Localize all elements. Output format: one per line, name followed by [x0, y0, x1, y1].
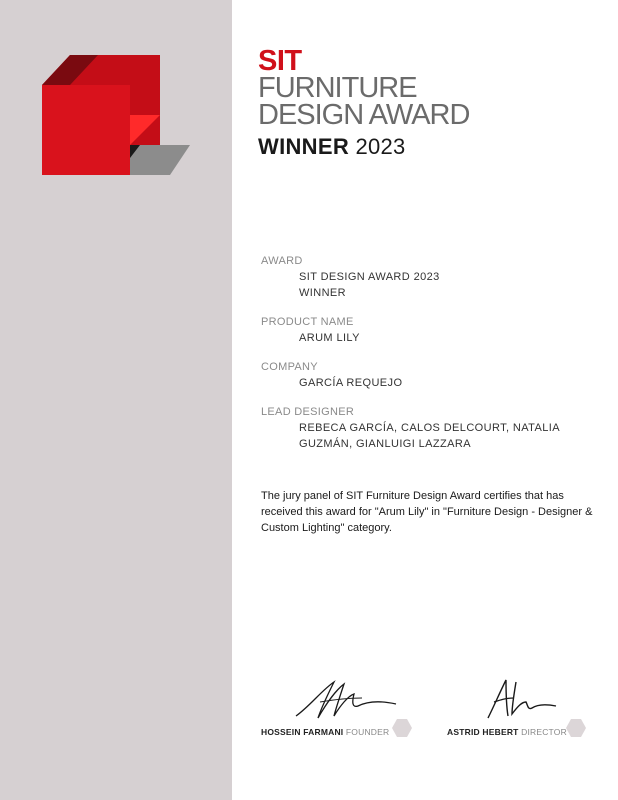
field-product-name [261, 315, 591, 346]
signatory-name: ASTRID HEBERT [447, 727, 519, 737]
signatory-role: FOUNDER [345, 727, 390, 737]
hexagon-seal-icon [566, 718, 586, 738]
field-label: PRODUCT NAME [261, 316, 354, 328]
signatory-name: HOSSEIN FARMANI [261, 727, 344, 737]
award-details [261, 254, 591, 466]
title-line-1: FURNITURE [258, 72, 417, 104]
founder-signatory [261, 727, 389, 737]
founder-signature [292, 676, 402, 722]
director-signature [484, 676, 560, 722]
title-line-2: DESIGN AWARD [258, 99, 470, 131]
field-value: GUZMÁN, GIANLUIGI LAZZARA [299, 438, 471, 450]
field-label: COMPANY [261, 361, 318, 373]
title-block [258, 45, 470, 159]
field-label: LEAD DESIGNER [261, 406, 355, 418]
jury-statement: The jury panel of SIT Furniture Design Award certifies that has received this award for "Arum Lily" in "Furniture Design - Designer & Custom Lighting" category. [261, 490, 593, 534]
brand-name: SIT [258, 45, 302, 77]
award-year: 2023 [355, 134, 406, 159]
signatory-role: DIRECTOR [521, 727, 567, 737]
sit-cube-logo [40, 53, 192, 175]
director-signatory [447, 727, 567, 737]
field-lead-designer [261, 405, 591, 452]
field-award [261, 254, 591, 301]
field-label: AWARD [261, 255, 303, 267]
field-value: SIT DESIGN AWARD 2023 [299, 271, 440, 283]
hexagon-seal-icon [392, 718, 412, 738]
field-value: REBECA GARCÍA, CALOS DELCOURT, NATALIA [299, 422, 560, 434]
field-value: WINNER [299, 287, 347, 299]
field-value: ARUM LILY [299, 332, 360, 344]
winner-line [258, 135, 469, 159]
field-company [261, 360, 591, 391]
winner-word: WINNER [258, 134, 350, 159]
field-value: GARCÍA REQUEJO [299, 377, 403, 389]
